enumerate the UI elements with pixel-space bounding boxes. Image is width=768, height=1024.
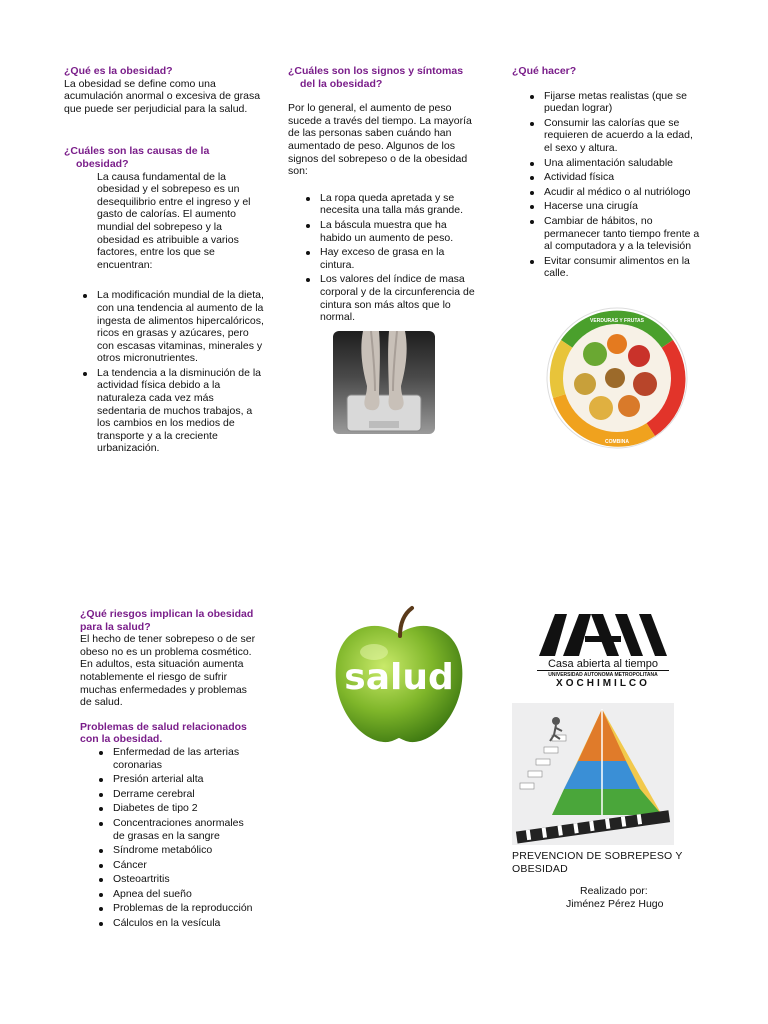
list-item: Consumir las calorías que se requieren de acuerdo a la edad, el sexo y altura. bbox=[544, 117, 702, 155]
column-signos bbox=[288, 65, 478, 326]
column-riesgos bbox=[80, 608, 258, 932]
apple-salud-text: salud bbox=[344, 657, 454, 698]
list-item: Cálculos en la vesícula bbox=[113, 917, 258, 930]
heading-signos: ¿Cuáles son los signos y síntomas del la obesidad? bbox=[288, 65, 464, 90]
cover-by-label: Realizado por: bbox=[580, 885, 648, 898]
feet-on-scale-image bbox=[333, 331, 435, 434]
text-riesgos: El hecho de tener sobrepeso o de ser obeso no es un problema cosmético. En adultos, esta situación aumenta notablemente el riesgo de sufrir muchas enfermedades y problemas de salud. bbox=[80, 633, 256, 709]
list-item: Actividad física bbox=[544, 171, 702, 184]
list-item: Apnea del sueño bbox=[113, 888, 258, 901]
cover-author: Jiménez Pérez Hugo bbox=[566, 897, 664, 910]
food-plate-image bbox=[545, 306, 689, 450]
list-item: La modificación mundial de la dieta, con una tendencia al aumento de la ingesta de alimentos hipercalóricos, ricos en grasas y azúcares, pero con escasas vitaminas, minerales y otros micronutrientes. bbox=[97, 289, 264, 365]
list-item: Cáncer bbox=[113, 859, 258, 872]
plate-label-verduras: VERDURAS Y FRUTAS bbox=[590, 318, 644, 324]
heading-causas: ¿Cuáles son las causas de la obesidad? bbox=[64, 145, 210, 170]
list-item: Evitar consumir alimentos en la calle. bbox=[544, 255, 702, 280]
feet-illustration bbox=[333, 331, 435, 434]
list-signos bbox=[288, 192, 478, 324]
list-item: Acudir al médico o al nutriólogo bbox=[544, 186, 702, 199]
list-item: La tendencia a la disminución de la actividad física debido a la naturaleza cada vez más sedentaria de muchos trabajos, a los cambios en los medios de transporte y a la creciente urbanización. bbox=[97, 367, 264, 455]
list-item: La báscula muestra que ha habido un aumento de peso. bbox=[320, 219, 478, 244]
list-item: Hacerse una cirugía bbox=[544, 200, 702, 213]
cover-title-block bbox=[512, 850, 712, 910]
list-item: Fijarse metas realistas (que se puedan lograr) bbox=[544, 90, 702, 115]
heading-problemas: Problemas de salud relacionados con la obesidad. bbox=[80, 720, 247, 746]
list-item: Los valores del índice de masa corporal y de la circunferencia de cintura son más altos que lo normal. bbox=[320, 273, 478, 323]
list-item: Síndrome metabólico bbox=[113, 844, 258, 857]
plate-label-combina: COMBINA bbox=[605, 439, 629, 445]
list-item: Diabetes de tipo 2 bbox=[113, 802, 258, 815]
list-item: Enfermedad de las arterias coronarias bbox=[113, 746, 258, 771]
list-item: Hay exceso de grasa en la cintura. bbox=[320, 246, 478, 271]
list-item: Presión arterial alta bbox=[113, 773, 258, 786]
uam-tagline: Casa abierta al tiempo bbox=[547, 658, 659, 670]
list-que-hacer bbox=[512, 90, 702, 280]
cover-title: PREVENCION DE SOBREPESO Y OBESIDAD bbox=[512, 850, 683, 875]
uam-logo bbox=[533, 612, 673, 690]
uam-logo-mark bbox=[533, 612, 673, 658]
heading-que-es-obesidad: ¿Qué es la obesidad? bbox=[64, 65, 173, 77]
pyramid-illustration bbox=[512, 703, 674, 845]
text-que-es-obesidad: La obesidad se define como una acumulación anormal o excesiva de grasa que puede ser perjudicial para la salud. bbox=[64, 77, 261, 115]
list-item: La ropa queda apretada y se necesita una talla más grande. bbox=[320, 192, 478, 217]
green-apple-image bbox=[328, 604, 470, 748]
text-signos: Por lo general, el aumento de peso sucede a través del tiempo. La mayoría de las personas saben cuándo han aumentado de peso. Algunos de los signos del sobrepeso o de la obesidad son: bbox=[288, 102, 472, 178]
uam-campus: XOCHIMILCO bbox=[556, 678, 650, 689]
list-problemas bbox=[80, 746, 258, 930]
list-item: Problemas de la reproducción bbox=[113, 902, 258, 915]
heading-riesgos: ¿Qué riesgos implican la obesidad para la salud? bbox=[80, 608, 254, 633]
text-causas: La causa fundamental de la obesidad y el sobrepeso es un desequilibrio entre el ingreso y el gasto de calorías. El aumento mundial del sobrepeso y la obesidad es atribuible a varios factores, entre los que se encuentran: bbox=[97, 170, 251, 271]
column-que-hacer bbox=[512, 65, 702, 282]
list-item: Derrame cerebral bbox=[113, 788, 258, 801]
list-item: Osteoartritis bbox=[113, 873, 258, 886]
list-item: Una alimentación saludable bbox=[544, 157, 702, 170]
heading-que-hacer: ¿Qué hacer? bbox=[512, 65, 577, 77]
uam-university: UNIVERSIDAD AUTONOMA METROPOLITANA bbox=[548, 672, 658, 678]
list-item: Concentraciones anormales de grasas en la sangre bbox=[113, 817, 258, 842]
list-item: Cambiar de hábitos, no permanecer tanto tiempo frente a al computadora y a la televisión bbox=[544, 215, 702, 253]
column-obesity-definition bbox=[64, 65, 264, 457]
food-pyramid-image bbox=[512, 703, 674, 845]
list-causas bbox=[64, 289, 264, 455]
